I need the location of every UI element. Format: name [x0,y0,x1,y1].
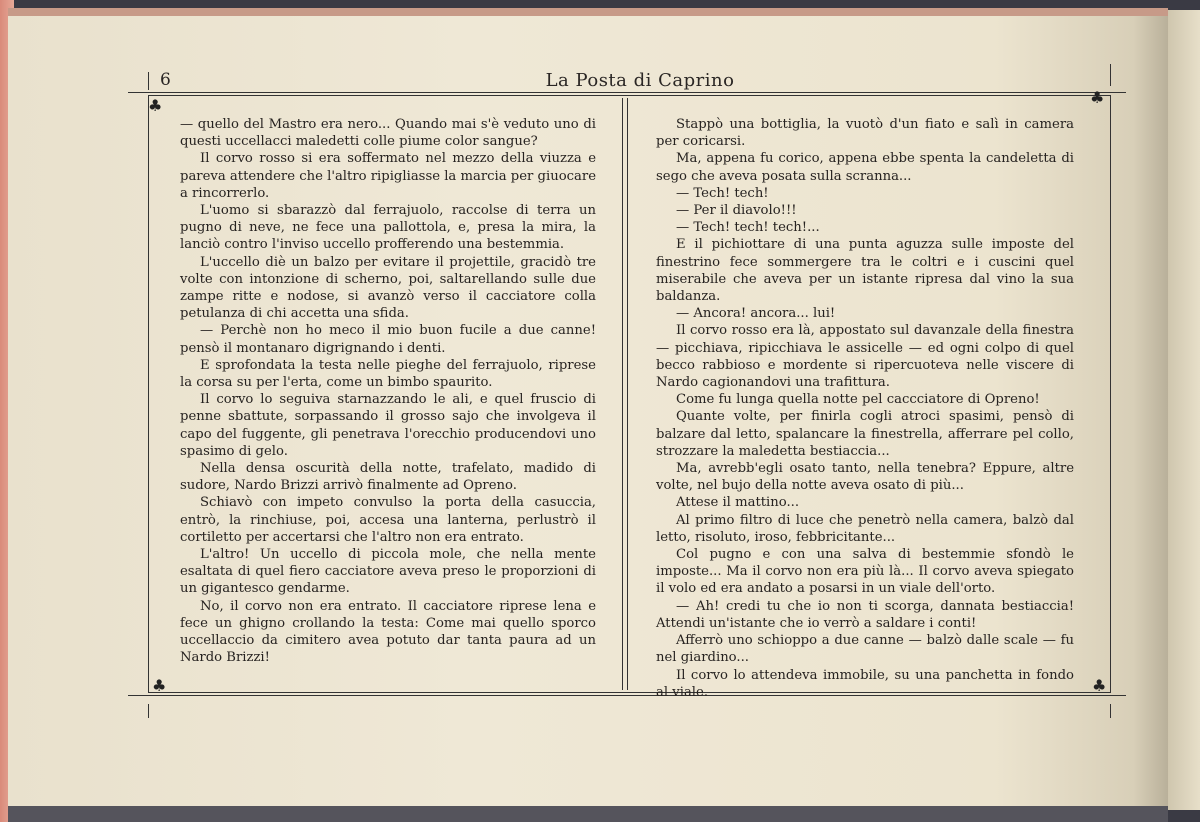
right-text-column [656,116,1074,701]
paragraph: — Tech! tech! [676,185,769,201]
paragraph: Afferrò uno schioppo a due canne — balzò dalle scale — fu nel giardino... [656,633,1074,666]
paragraph: Nella densa oscurità della notte, trafelato, madido di sudore, Nardo Brizzi arrivò finalmente ad Opreno. [180,461,596,494]
paragraph: Ma, avrebb'egli osato tanto, nella tenebra? Eppure, altre volte, nel bujo della notte aveva osato di più... [656,461,1074,494]
paragraph: — Perchè non ho meco il mio buon fucile a due canne! pensò il montanaro digrignando i denti. [180,323,596,356]
footer-left-tick [148,704,149,718]
paragraph: Il corvo lo seguiva starnazzando le ali, e quel fruscio di penne sbattute, sorpassando il grosso sajo che involgeva il capo del fuggente, gli penetrava l'orecchio producendovi uno spasimo di gelo. [180,392,596,459]
left-text-column [180,116,596,667]
corner-ornament-top-left-icon: ♣ [148,96,163,115]
paragraph: — Tech! tech! tech!... [676,220,820,236]
corner-ornament-bottom-left-icon: ♣ [152,676,167,695]
paragraph: L'uccello diè un balzo per evitare il projettile, gracidò tre volte con intonzione di scherno, poi, saltarellando sulle due zampe ritte e nodose, si avanzò verso il cacciatore colla petulanza di chi accetta una sfida. [180,254,596,322]
paragraph: Al primo filtro di luce che penetrò nella camera, balzò dal letto, risoluto, iroso, febbricitante... [656,512,1074,545]
paragraph: L'uomo si sbarazzò dal ferrajuolo, raccolse di terra un pugno di neve, ne fece una pallottola, e, presa la mira, la lanciò contro l'inviso uccello profferendo una bestemmia. [180,203,596,253]
paragraph: Il corvo rosso era là, appostato sul davanzale della finestra — picchiava, ripicchiava le assicelle — ed ogni colpo di quel becco rabbioso e mordente si ripercuoteva nelle viscere di Nardo cagionandovi una trafittura. [656,323,1074,391]
paragraph: — quello del Mastro era nero... Quando mai s'è veduto uno di questi uccellacci maledetti colle piume color sangue? [180,117,596,150]
paragraph: Stappò una bottiglia, la vuotò d'un fiato e salì in camera per coricarsi. [656,117,1074,150]
footer-right-tick [1110,704,1111,718]
header-right-tick [1110,64,1111,86]
corner-ornament-bottom-right-icon: ♣ [1092,676,1107,695]
paragraph: L'altro! Un uccello di piccola mole, che nella mente esaltata di quel fiero cacciatore aveva preso le proporzioni di un gigantesco gendarme. [180,547,596,597]
page-top-edge [8,8,1168,16]
corner-ornament-top-right-icon: ♣ [1090,88,1105,107]
frame-top-rule [128,92,1126,93]
paragraph: E sprofondata la testa nelle pieghe del ferrajuolo, riprese la corsa su per l'erta, come un bimbo spaurito. [180,357,596,391]
paragraph: — Ancora! ancora... lui! [676,306,836,322]
paragraph: Quante volte, per finirla cogli atroci spasimi, pensò di balzare dal letto, spalancare la finestrella, afferrare pel collo, strozzare la maledetta bestiaccia... [656,409,1074,459]
frame-right-rule [1110,95,1111,693]
frame-left-rule [148,95,149,693]
running-title: La Posta di Caprino [545,70,735,91]
paragraph: Il corvo lo attendeva immobile, su una panchetta in fondo al viale. [656,667,1074,700]
paragraph: No, il corvo non era entrato. Il cacciatore riprese lena e fece un ghigno crollando la testa: Come mai quello sporco uccellaccio da cimitero avea potuto dar tanta paura ad un Nardo Brizzi! [180,598,596,666]
page-number: 6 [160,70,171,90]
header-left-tick [148,72,149,90]
paragraph: Come fu lunga quella notte pel caccciatore di Opreno! [676,392,1040,408]
next-page-edge [1168,10,1200,810]
paragraph: Schiavò con impeto convulso la porta della casuccia, entrò, la rinchiuse, poi, accesa una lanterna, perlustrò il cortiletto per accertarsi che l'altro non era entrato. [180,495,596,545]
paragraph: E il pichiottare di una punta aguzza sulle imposte del finestrino fece sommergere tra le coltri e i cuscini quel miserabile che aveva per un istante ripresa dal vino la sua baldanza. [656,237,1074,305]
column-divider-right [627,98,628,690]
page-bottom-edge [8,806,1168,822]
paragraph: Col pugno e con una salva di bestemmie sfondò le imposte... Ma il corvo non era più là... Il corvo aveva spiegato il volo ed era andato a posarsi in un viale dell'orto. [656,547,1074,597]
paragraph: Attese il mattino... [676,495,800,511]
frame-top-rule-inner [148,95,1110,96]
paragraph: Ma, appena fu corico, appena ebbe spenta la candeletta di sego che aveva posata sulla scranna... [656,151,1074,184]
paragraph: — Ah! credi tu che io non ti scorga, dannata bestiaccia! Attendi un'istante che io verrò a saldare i conti! [656,598,1074,631]
paragraph: — Per il diavolo!!! [676,203,797,219]
column-divider-left [622,98,623,690]
paragraph: Il corvo rosso si era soffermato nel mezzo della viuzza e pareva attendere che l'altro ripigliasse la marcia per giuocare a rincorrerlo. [180,151,596,201]
